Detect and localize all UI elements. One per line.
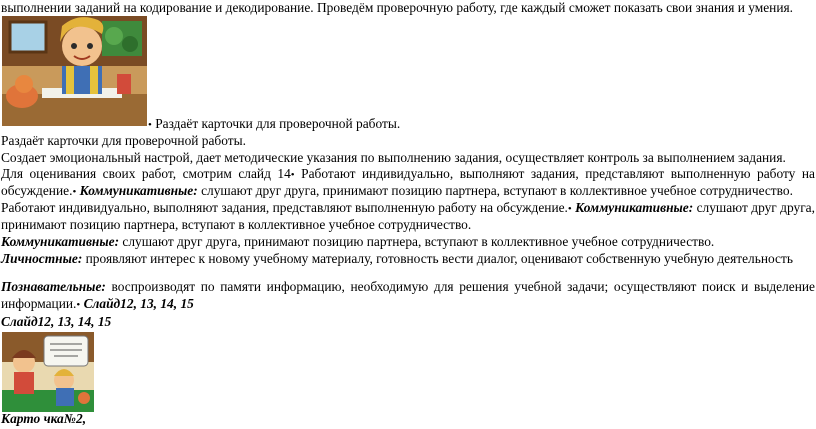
communicative-line: Коммуникативные: слушают друг друга, принимают позицию партнера, вступают в коллективное учебное сотрудничество. [1,234,715,249]
slides-line: Слайд12, 13, 14, 15 [1,314,112,329]
bullet-hand-out-line: • Раздаёт карточки для проверочной работы. [148,116,401,131]
card-label: Карто чка№2, [1,411,87,426]
hand-out-line: Раздаёт карточки для проверочной работы. [1,133,246,148]
children-with-card-illustration [2,332,94,412]
information-line: информации.• Слайд12, 13, 14, 15 [1,296,194,311]
personal-line: Личностные: проявляют интерес к новому учебному материалу, готовность вести диалог, оценивают собственную учебную деятельность [1,251,793,266]
boy-at-desk-illustration [2,16,147,126]
work-individually-line: Работают индивидуально, выполняют задания, представляют выполненную работу на обсуждение.• Коммуникативные: слушают друг друга, [1,200,815,215]
cognitive-line: Познавательные: воспроизводят по памяти информацию, необходимую для решения учебной задачи; осуществляют поиск и выделение [1,279,815,294]
evaluation-line: Для оценивания своих работ, смотрим слайд 14• Работают индивидуально, выполняют задания, представляют выполненную работу на [1,166,815,181]
communication-continued-line: принимают позицию партнера, вступают в коллективное учебное сотрудничество. [1,217,472,232]
text-line-top: выполнении заданий на кодирование и декодирование. Проведём проверочную работу, где каждый сможет показать свои знания и умения. [1,0,794,15]
creates-mood-line: Создает эмоциональный настрой, дает методические указания по выполнению задания, осуществляет контроль за выполнением задания. [1,150,786,165]
discussion-line: обсуждение.• Коммуникативные: слушают друг друга, принимают позицию партнера, вступают в коллективное учебное сотрудничество. [1,183,793,198]
